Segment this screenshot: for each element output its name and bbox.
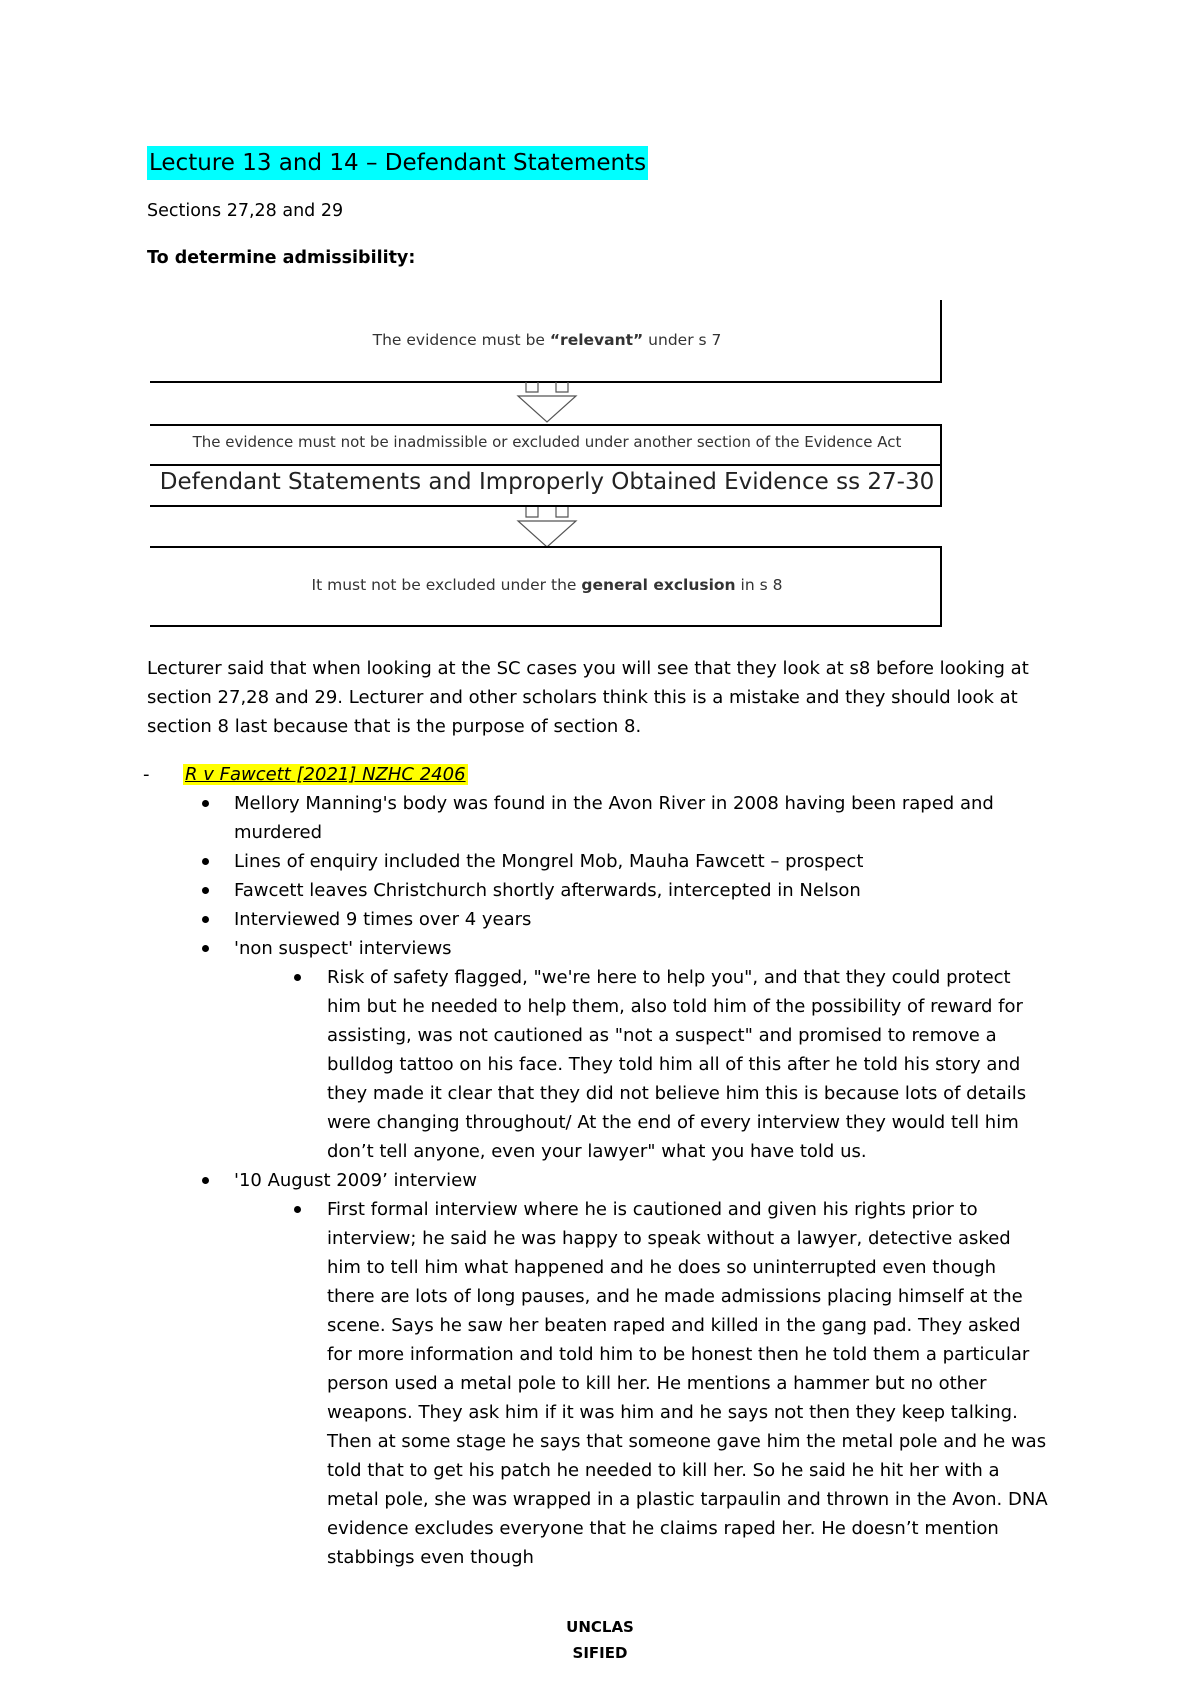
bullet-icon	[294, 1206, 301, 1213]
list-item: Risk of safety flagged, "we're here to help you", and that they could protect him but he needed to help them, also told him of the possibility of reward for assisting, was not cautioned as "not a suspect" and promised to remove a bulldog tattoo on his face. They told him all of this after he told his story and they made it clear that they did not believe him this is because lots of details were changing throughout/ At the end of every interview they would tell him don’t tell anyone, even your lawyer" what you have told us.	[0, 963, 1049, 1166]
bullet-icon	[202, 1177, 209, 1184]
flow-step-defendant-statements: Defendant Statements and Improperly Obtained Evidence ss 27-30	[159, 469, 935, 495]
flow-box4-bottom-border	[150, 625, 942, 627]
list-item: Lines of enquiry included the Mongrel Mob, Mauha Fawcett – prospect	[0, 847, 1014, 876]
list-item: '10 August 2009’ interview	[0, 1166, 1014, 1195]
flow-box3-top-border	[150, 464, 942, 466]
flow-arrow-down-icon	[512, 380, 582, 428]
bullet-icon	[202, 916, 209, 923]
list-item: Mellory Manning's body was found in the Avon River in 2008 having been raped and murdered	[0, 789, 1014, 847]
flow-box2-top-border	[150, 424, 942, 426]
classification-footer-line2: SIFIED	[572, 1644, 628, 1662]
list-item: Fawcett leaves Christchurch shortly afterwards, intercepted in Nelson	[0, 876, 1014, 905]
case-dash: -	[143, 764, 150, 785]
case-bullet-list	[0, 789, 1049, 1572]
page-title: Lecture 13 and 14 – Defendant Statements	[147, 146, 648, 180]
flow-step-not-inadmissible: The evidence must not be inadmissible or excluded under another section of the Evidence Act	[192, 433, 902, 451]
admissibility-flowchart	[150, 300, 944, 630]
case-heading	[143, 760, 468, 789]
classification-footer-line1: UNCLAS	[566, 1618, 634, 1636]
bullet-icon	[202, 887, 209, 894]
sections-subtitle: Sections 27,28 and 29	[147, 201, 344, 221]
flow-box4-top-border	[150, 546, 942, 548]
case-citation: R v Fawcett [2021] NZHC 2406	[185, 764, 466, 785]
lecturer-note-paragraph: Lecturer said that when looking at the SC cases you will see that they look at s8 before looking at section 27,28 and 29. Lecturer and other scholars think this is a mistake and they should look at section 8 last because that is the purpose of section 8.	[147, 658, 1029, 737]
admissibility-heading: To determine admissibility:	[147, 248, 416, 268]
bullet-icon	[294, 974, 301, 981]
bullet-icon	[202, 800, 209, 807]
flow-step-relevant: The evidence must be “relevant” under s 7	[372, 331, 722, 349]
bullet-icon	[202, 945, 209, 952]
bullet-icon	[202, 858, 209, 865]
list-item: Interviewed 9 times over 4 years	[0, 905, 1014, 934]
flow-step-general-exclusion: It must not be excluded under the general exclusion in s 8	[311, 576, 783, 594]
list-item: First formal interview where he is cautioned and given his rights prior to interview; he said he was happy to speak without a lawyer, detective asked him to tell him what happened and he does so uninterrupted even though there are lots of long pauses, and he made admissions placing himself at the scene. Says he saw her beaten raped and killed in the gang pad. They asked for more information and told him to be honest then he told them a particular person used a metal pole to kill her. He mentions a hammer but no other weapons. They ask him if it was him and he says not then they keep talking. Then at some stage he says that someone gave him the metal pole and he was told that to get his patch he needed to kill her. So he said he hit her with a metal pole, she was wrapped in a plastic tarpaulin and thrown in the Avon. DNA evidence excludes everyone that he claims raped her. He doesn’t mention stabbings even though	[0, 1195, 1049, 1572]
list-item: 'non suspect' interviews	[0, 934, 1014, 963]
